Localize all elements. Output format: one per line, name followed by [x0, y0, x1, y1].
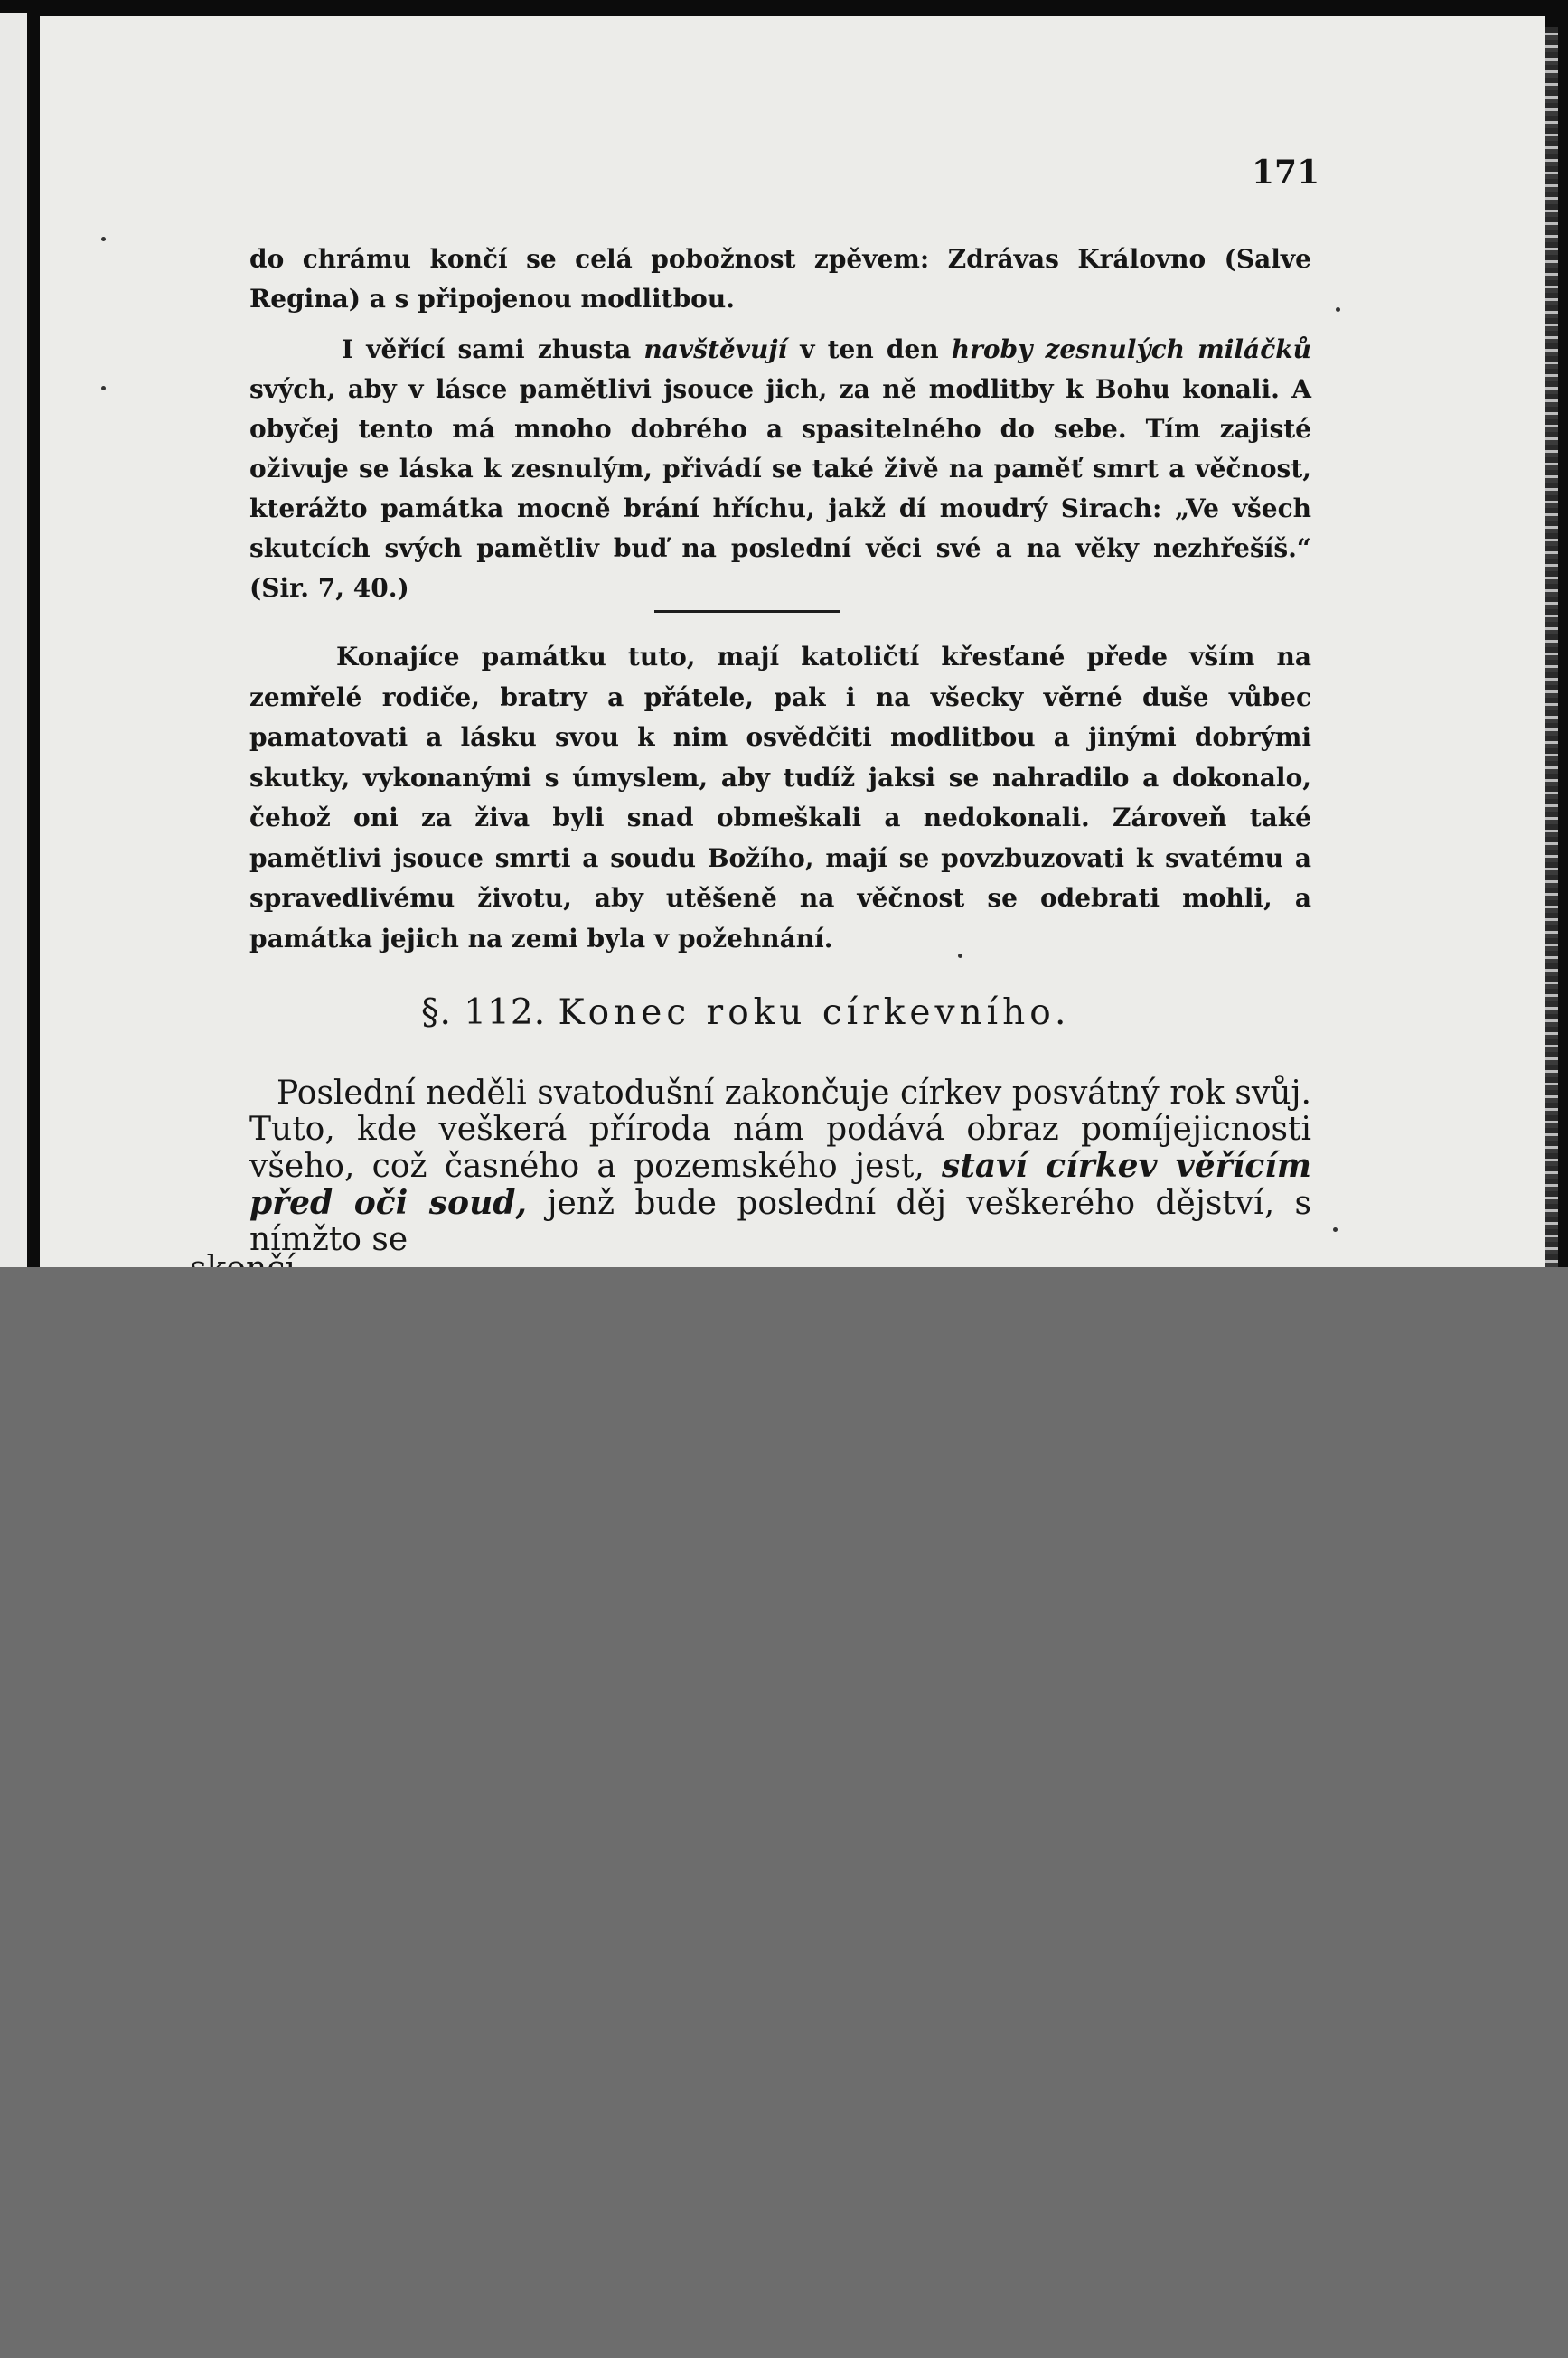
- paragraph-2-emphasis-2: hroby zesnulých miláčků: [951, 334, 1311, 364]
- scan-speck: [1333, 1227, 1338, 1232]
- blank-scan-area: [0, 1267, 1568, 2358]
- scan-speck: [958, 954, 962, 958]
- section-title: Konec roku církevního.: [558, 992, 1071, 1033]
- paragraph-4: [249, 1076, 1311, 1258]
- section-divider: [654, 610, 840, 613]
- scan-speck: [101, 386, 106, 390]
- page-number: 171: [1252, 154, 1320, 192]
- section-number: §. 112.: [421, 992, 547, 1033]
- paragraph-3-text: Konajíce památku tuto, mají katoličtí křesťané přede vším na zemřelé rodiče, bratry a přátele, pak i na všecky věrné duše vůbec pamatovati a lásku svou k nim osvědčiti modlitbou a jinými dobrými skutky, vykonanými s úmyslem, aby tudíž jaksi se nahradilo a dokonalo, čehož oni za živa byli snad obmeškali a nedokonali. Zároveň také pamětlivi jsouce smrti a soudu Božího, mají se povzbuzovati k svatému a spravedlivému životu, aby utěšeně na věčnost se odebrati mohli, a památka jejich na zemi byla v požehnání.: [249, 642, 1311, 954]
- paragraph-2-emphasis-1: navštěvují: [643, 334, 788, 364]
- paragraph-3: [249, 637, 1311, 959]
- previous-page-edge: [0, 13, 27, 1267]
- section-heading: [421, 992, 1126, 1033]
- paragraph-4-text-a: Poslední neděli svatodušní zakončuje církev posvátný rok svůj. Tuto, kde veškerá příroda nám podává obraz pomíjejicnosti všeho, což časného a pozemského jest,: [249, 1075, 1311, 1185]
- paragraph-2-text-c: svých, aby v lásce pamětlivi jsouce jich, za ně modlitby k Bohu konali. A obyčej tento má mnoho dobrého a spasitelného do sebe. Tím zajisté oživuje se láska k zesnulým, přivádí se také živě na paměť smrt a věčnost, kterážto památka mocně brání hříchu, jakž dí moudrý Sirach: „Ve všech skutcích svých pamětliv buď na poslední věci své a na věky nezhřešíš.“ (Sir. 7, 40.): [249, 374, 1311, 603]
- paragraph-2: [249, 330, 1311, 608]
- paragraph-1-text: do chrámu končí se celá pobožnost zpěvem: Zdrávas Královno (Salve Regina) a s připojenou modlitbou.: [249, 244, 1311, 314]
- scan-speck: [101, 237, 106, 241]
- paragraph-2-text-a: I věřící sami zhusta: [342, 334, 644, 364]
- paragraph-1: [249, 240, 1311, 319]
- paragraph-4-text-b: jenž bude poslední děj veškerého dějství, s nímžto se: [249, 1185, 1312, 1258]
- paragraph-4-emphasis: staví církev věřícím před oči soud,: [249, 1147, 1311, 1222]
- page-edge-shadow: [1545, 27, 1558, 1267]
- paragraph-2-text-b: v ten den: [787, 334, 952, 364]
- cut-off-line: [190, 1251, 732, 1267]
- scan-speck: [1336, 307, 1340, 312]
